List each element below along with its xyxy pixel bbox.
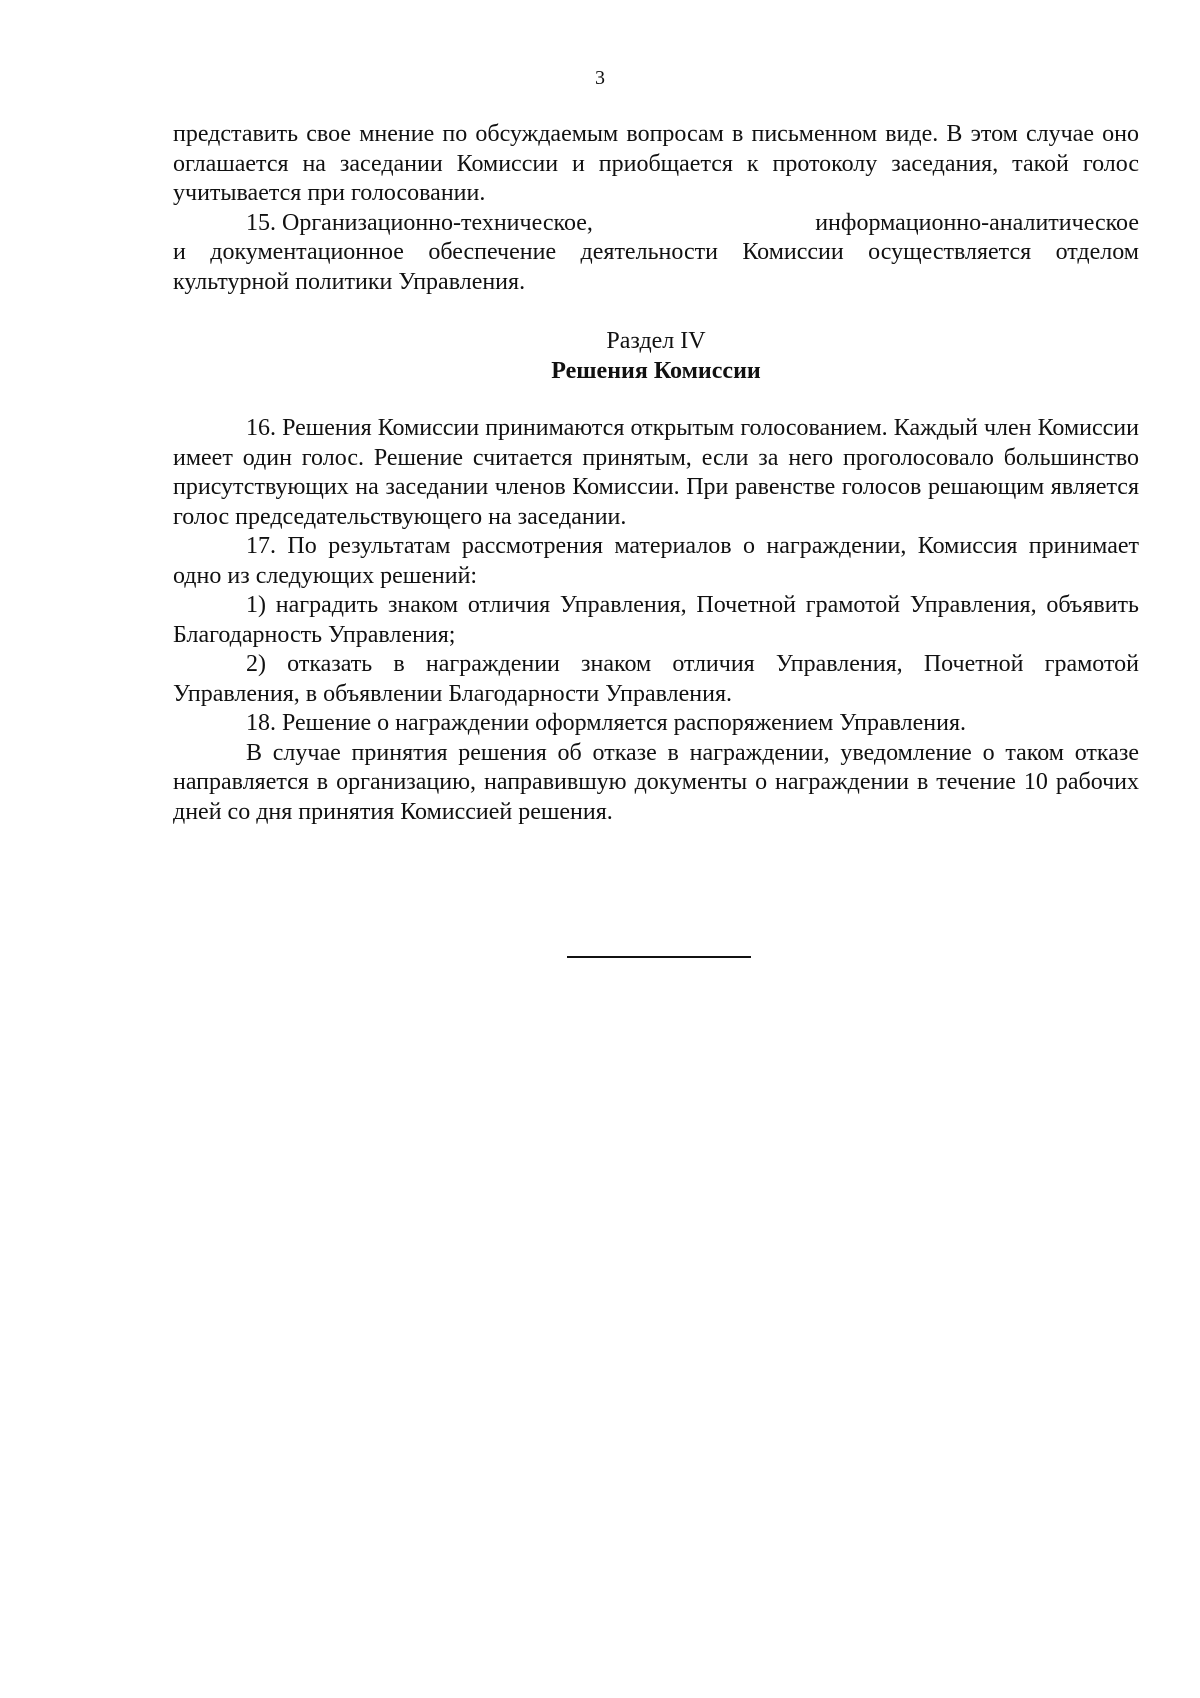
section-heading xyxy=(173,327,1139,386)
paragraph-15-first-line xyxy=(173,209,1139,239)
paragraph-15-rest: и документационное обеспечение деятельности Комиссии осуществляется отделом культурной политики Управления. xyxy=(173,239,1139,295)
paragraph-18: 18. Решение о награждении оформляется распоряжением Управления. xyxy=(246,710,967,736)
paragraph-16: 16. Решения Комиссии принимаются открытым голосованием. Каждый член Комиссии имеет один голос. Решение считается принятым, если за него проголосовало большинство присутствующих на заседании членов Комиссии. При равенстве голосов решающим является голос председательствующего на заседании. xyxy=(173,415,1139,530)
page-number: 3 xyxy=(595,67,605,89)
document-body xyxy=(173,120,1139,827)
paragraph-15-right: информационно-аналитическое xyxy=(815,209,1139,236)
paragraph-14-continuation: представить свое мнение по обсуждаемым вопросам в письменном виде. В этом случае оно оглашается на заседании Комиссии и приобщается к протоколу заседания, такой голос учитывается при голосовании. xyxy=(173,121,1139,206)
paragraph-17-item-1: 1) наградить знаком отличия Управления, Почетной грамотой Управления, объявить Благодарность Управления; xyxy=(173,592,1139,648)
paragraph-15-left: 15. Организационно-техническое, xyxy=(246,209,593,236)
end-of-document-rule xyxy=(567,956,751,958)
paragraph-17: 17. По результатам рассмотрения материалов о награждении, Комиссия принимает одно из следующих решений: xyxy=(173,533,1139,589)
section-number: Раздел IV xyxy=(606,328,706,354)
paragraph-18-continuation: В случае принятия решения об отказе в награждении, уведомление о таком отказе направляется в организацию, направившую документы о награждении в течение 10 рабочих дней со дня принятия Комиссией решения. xyxy=(173,739,1139,825)
section-title: Решения Комиссии xyxy=(551,357,761,384)
paragraph-17-item-2: 2) отказать в награждении знаком отличия Управления, Почетной грамотой Управления, в объявлении Благодарности Управления. xyxy=(173,651,1139,707)
